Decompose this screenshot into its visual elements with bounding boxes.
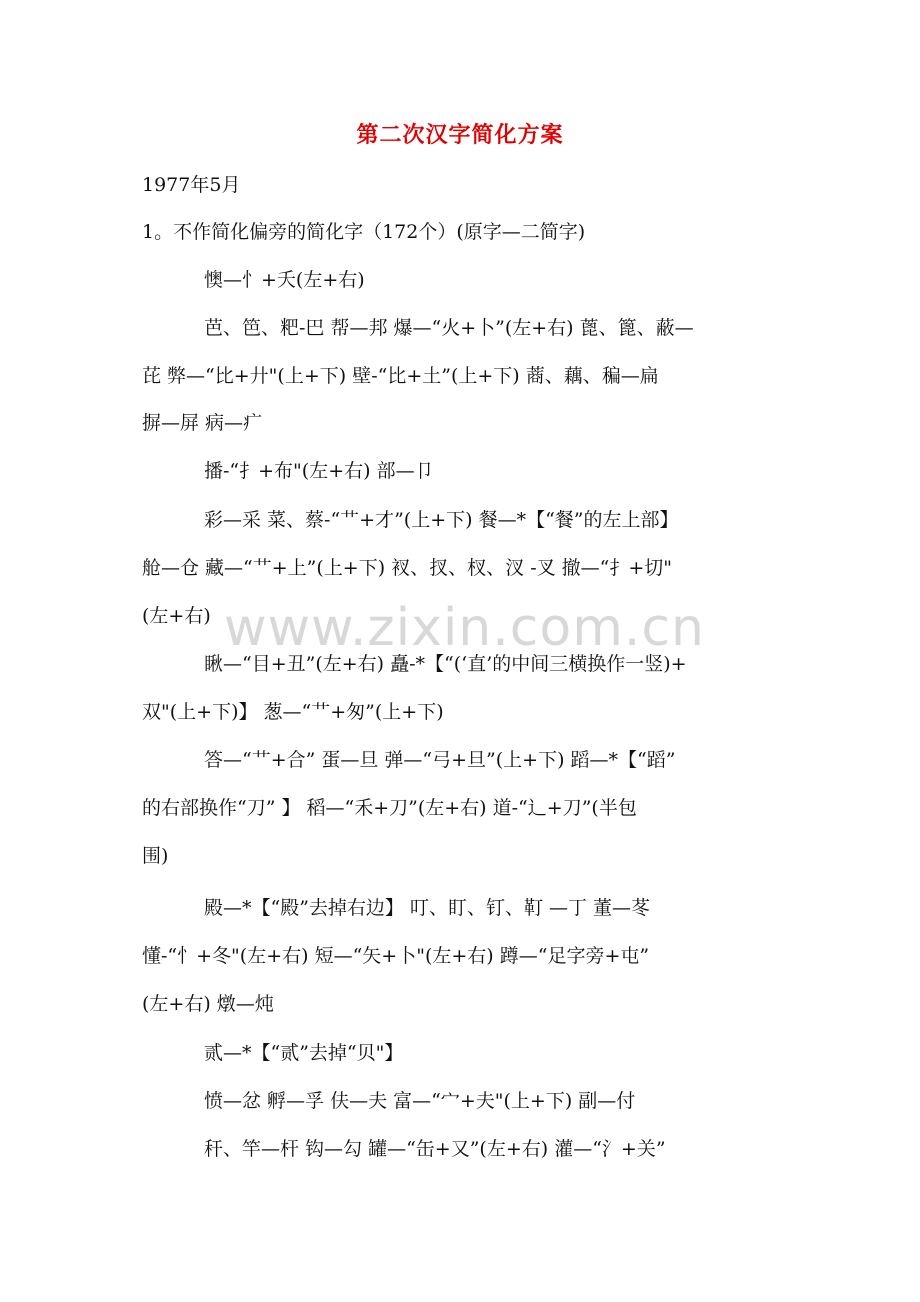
text-line: 秆、竿—杆 钩—勾 罐—“缶+又”(左+右) 灌—“氵+关” [204,1138,666,1160]
text-line: 殿—*【“殿”去掉右边】 叮、盯、钉、靪 —丁 董—苳 [204,897,651,919]
text-line: 播-“扌+布"(左+右) 部—卩 [204,460,434,482]
watermark: www.zixin.com.cn [224,598,705,658]
text-line: (左+右) [142,605,211,627]
text-line: 舱—仓 藏—“艹+上”(上+下) 衩、扠、杈、汊 -叉 撤—“扌+切" [142,557,673,579]
text-line: 贰—*【“贰”去掉“贝"】 [204,1042,404,1064]
document-title: 第二次汉字简化方案 [356,122,564,148]
text-line: 双"(上+下)】 葱—“艹+匆”(上+下) [142,701,444,723]
text-line: 的右部换作“刀” 】 稻—“禾+刀”(左+右) 道-“辶+刀”(半包 [142,797,637,819]
section-heading: 1。不作简化偏旁的简化字（172个）(原字—二简字) [142,221,586,243]
text-line: 愤—忿 孵—孚 伕—夫 富—“宀+夫"(上+下) 副—付 [204,1090,636,1112]
text-line: (左+右) 燉—炖 [142,993,274,1015]
text-line: 懂-“忄+冬"(左+右) 短—“矢+卜"(左+右) 蹲—“足字旁+屯” [142,945,650,967]
text-line: 芘 弊—“比+廾"(上+下) 壁-“比+土”(上+下) 蔏、藕、稨—扁 [142,365,659,387]
text-line: 懊—忄+夭(左+右) [204,269,365,291]
text-line: 答—“艹+合” 蛋—旦 弹—“弓+旦”(上+下) 蹈—*【“蹈” [204,749,676,771]
text-line: 围) [142,845,169,867]
text-line: 摒—屏 病—疒 [142,412,263,434]
text-line: 彩—采 菜、蔡-“艹+才”(上+下) 餐—*【“餐”的左上部】 [204,509,679,531]
text-line: 芭、笆、粑-巴 帮—邦 爆—“火+卜”(左+右) 蓖、篦、蔽— [204,317,694,339]
text-line: 瞅—“目+丑”(左+右) 矗-*【“(‘直’的中间三横换作一竖)+ [204,653,687,675]
document-date: 1977年5月 [142,174,241,196]
